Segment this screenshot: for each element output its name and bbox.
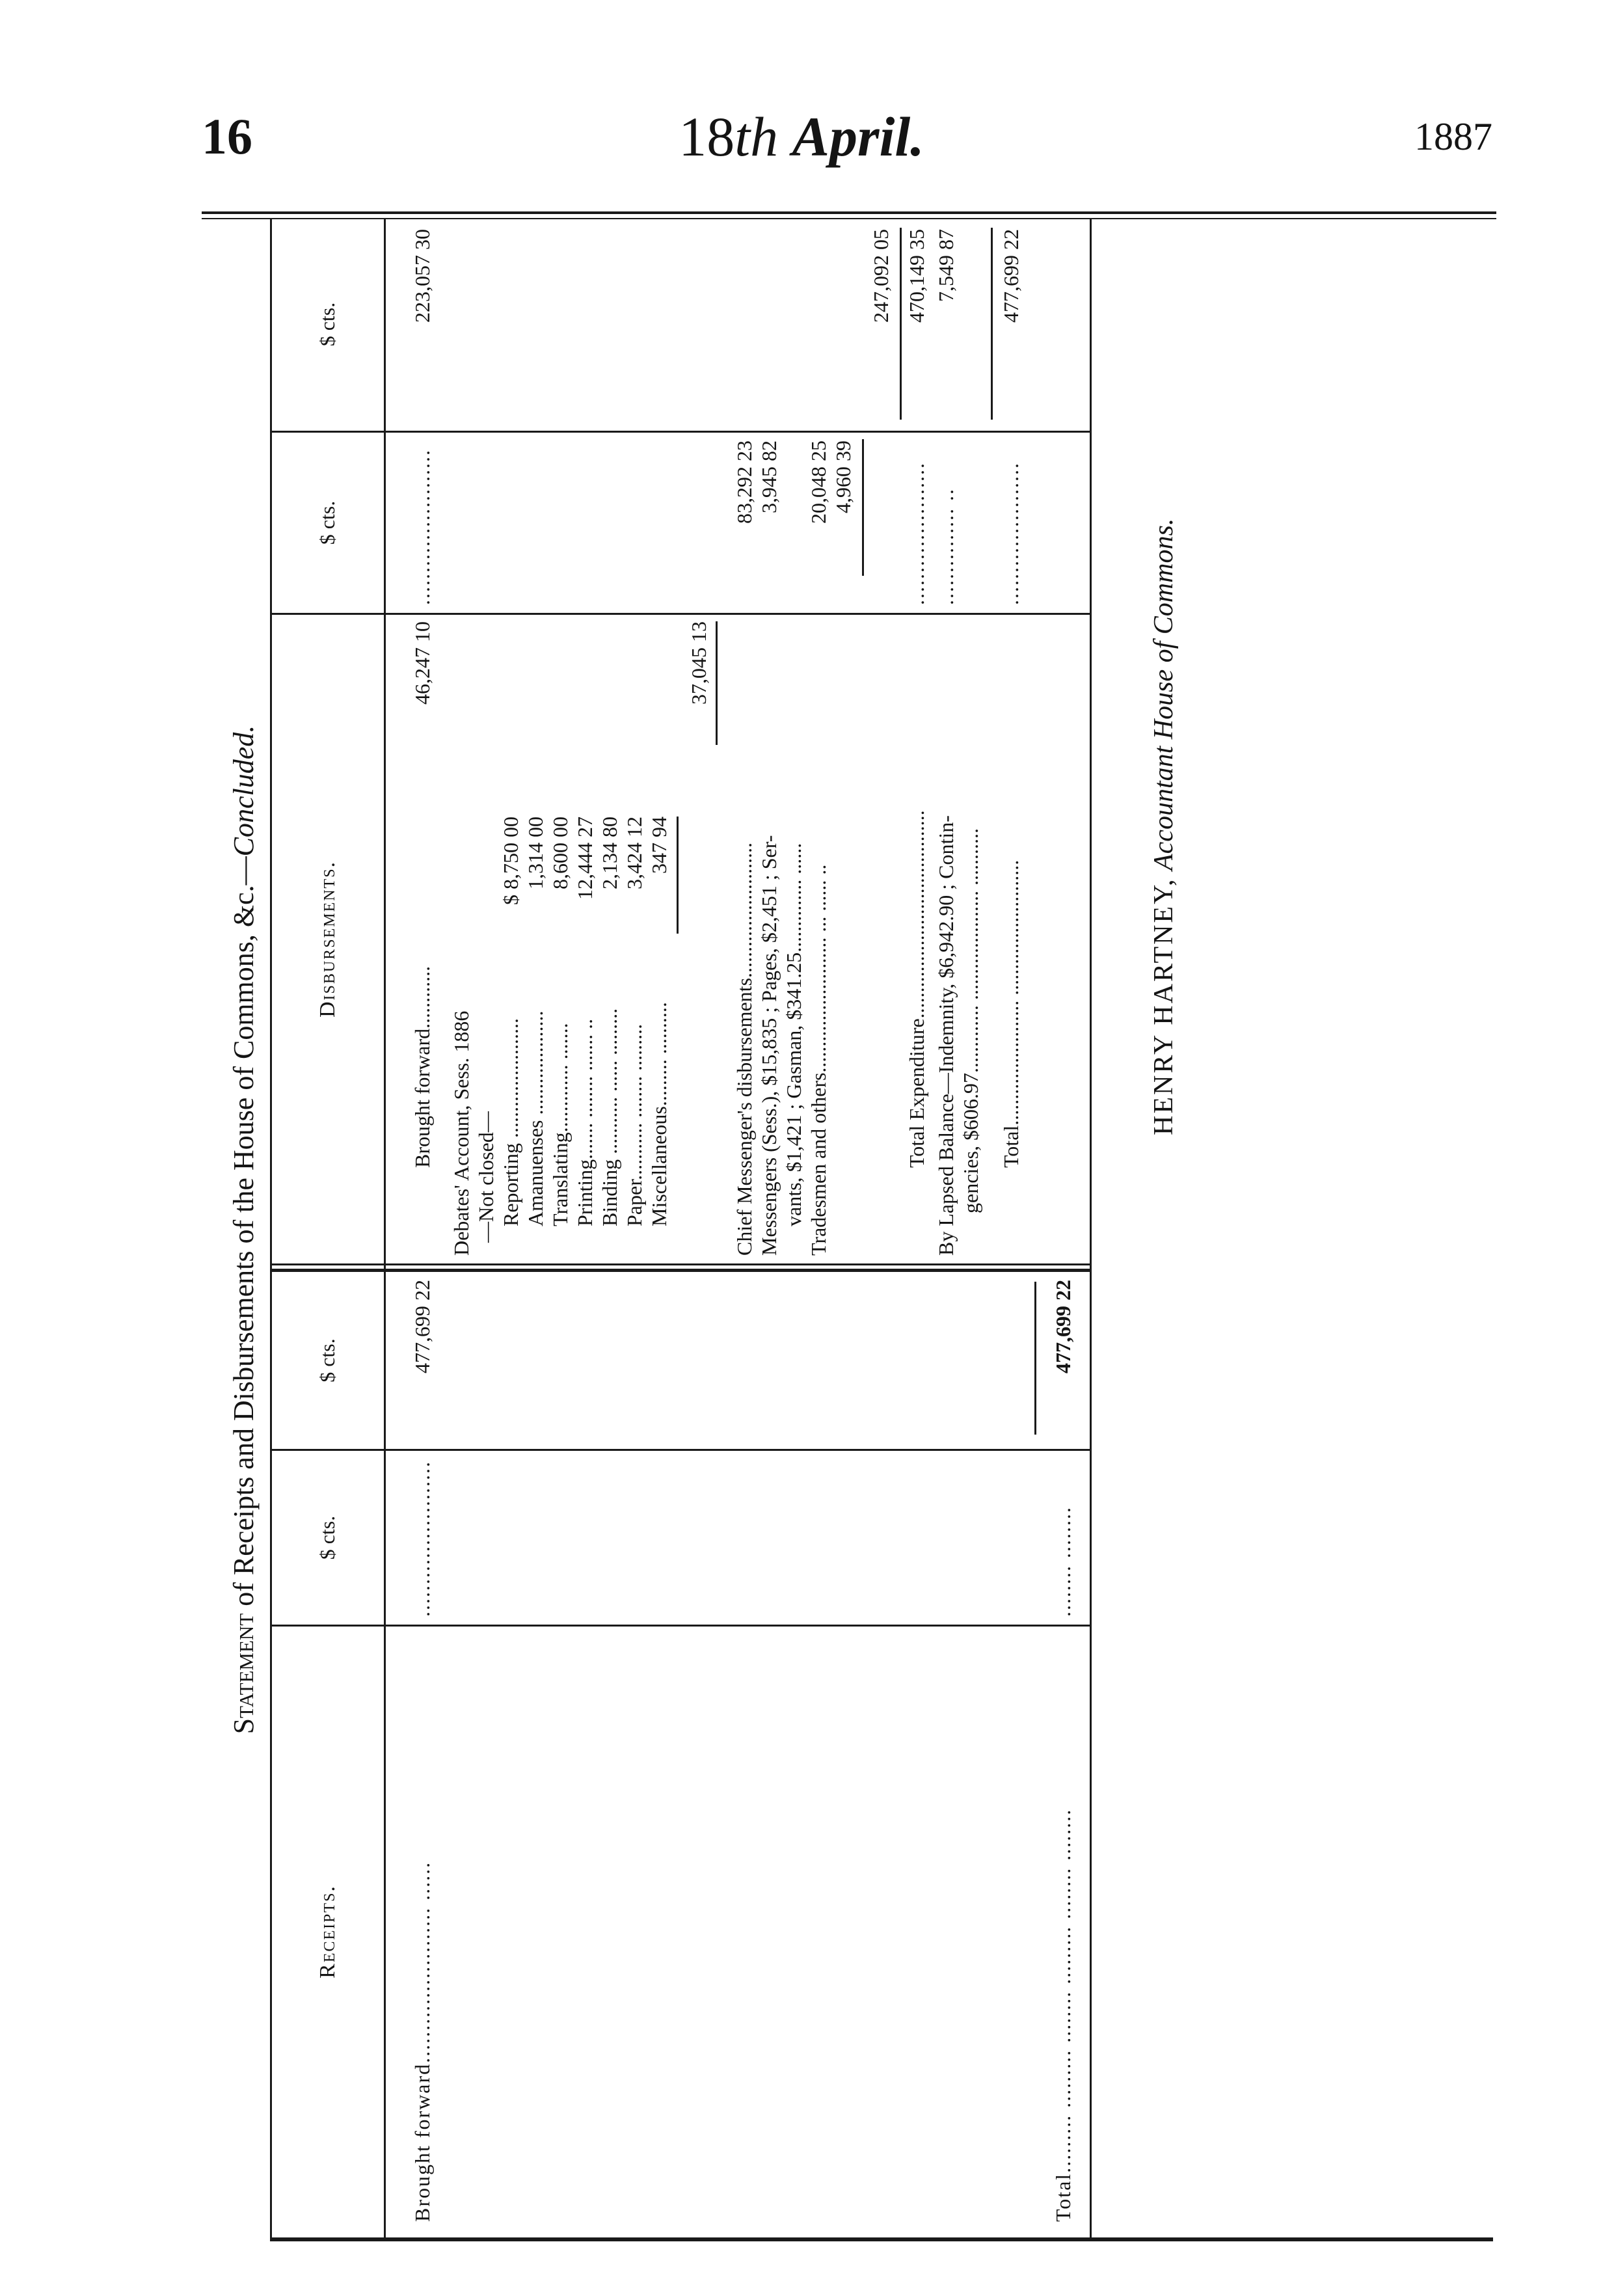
receipts-col1-heading: $ cts.	[316, 1515, 339, 1560]
messengers-label-line2: vants, $1,421 ; Gasman, $341.25.............. ......	[782, 843, 805, 1226]
debates-subtitle: —Not closed—	[474, 1111, 498, 1243]
disb-col1-rule	[270, 613, 1091, 615]
disb-brought-forward-label: Brought forward............	[411, 966, 434, 1168]
debates-item-value: 347 94	[647, 817, 671, 874]
receipts-row-col1: ........................	[411, 1461, 434, 1617]
frame-top-rule	[270, 218, 272, 2241]
debates-subtotal-rule	[677, 817, 679, 934]
date-day: 18	[679, 105, 735, 168]
page-date	[0, 98, 1603, 176]
header-rule-top	[202, 211, 1496, 214]
other-col1: 4,960 39	[831, 440, 855, 513]
disb-total-col2: 477,699 22	[999, 229, 1023, 323]
debates-item-label: Paper........... ........ .........	[623, 1023, 646, 1226]
debates-item-value: 2,134 80	[598, 817, 621, 889]
receipts-col2-heading: $ cts.	[316, 1338, 339, 1383]
receipts-heading: Receipts.	[316, 1885, 340, 1979]
receipts-total-label: Total......... ......... ........ ......... ........ ........	[1051, 1808, 1075, 2222]
debates-item-label: Printing....... ........ ....... ..	[573, 1018, 597, 1226]
receipts-col1-rule	[270, 1625, 1091, 1627]
disb-subtotal-col2: 247,092 05	[869, 229, 893, 323]
disb-total-rule	[991, 228, 993, 420]
signature-name: HENRY HARTNEY,	[1149, 877, 1179, 1135]
statement-title: Statement of Receipts and Disbursements of the House of Commons, &c.—Concluded.	[228, 725, 260, 1735]
debates-item-label: Amanuenses ....................	[524, 1010, 547, 1226]
lapsed-balance-line2: gencies, $606.97............. ..................... ...........	[959, 828, 982, 1213]
debates-item-label: Miscellaneous......... ..........	[647, 1002, 671, 1226]
signature-role: Accountant House of Commons.	[1149, 518, 1179, 871]
disb-brought-forward-col2: 223,057 30	[411, 229, 434, 323]
tradesmen-label: Tradesmen and others.......................... ... ...... ..	[807, 864, 830, 1256]
debates-item-value: $ 8,750 00	[499, 817, 522, 905]
disb-col2-rule	[270, 431, 1091, 433]
lapsed-balance-line1: By Lapsed Balance—Indemnity, $6,942.90 ; Contin-	[934, 815, 958, 1256]
receipts-col2-rule	[270, 1449, 1091, 1451]
debates-item-label: Binding ........... ...... .........	[598, 1008, 621, 1226]
section-divider-rule	[270, 1269, 1091, 1272]
debates-item-label: Translating............. .......	[548, 1023, 572, 1226]
disb-col2-heading: $ cts.	[316, 302, 339, 347]
chief-messenger-label: Chief Messenger's disbursements..........................	[733, 842, 756, 1256]
debates-title: Debates' Account, Sess. 1886	[450, 1010, 473, 1256]
disb-subtotal-rule	[862, 439, 864, 576]
debates-total-rule	[716, 621, 718, 745]
debates-item-value: 12,444 27	[573, 817, 597, 900]
header-bottom-rule	[384, 218, 386, 2241]
receipts-total-col1: ........ ........	[1051, 1506, 1075, 1617]
section-divider-rule-2	[270, 1263, 1091, 1265]
disb-col1-heading: $ cts.	[316, 500, 339, 545]
lapsed-balance-col2: 7,549 87	[934, 229, 958, 302]
messengers-label-line1: Messengers (Sess.), $15,835 ; Pages, $2,451 ; Ser-	[757, 835, 781, 1256]
debates-item-value: 1,314 00	[524, 817, 547, 889]
date-suffix: th	[734, 105, 779, 168]
statement-table	[224, 218, 1493, 2241]
disbursements-heading: Disbursements.	[316, 860, 340, 1018]
signature	[1148, 519, 1179, 1135]
chief-messenger-col1: 83,292 23	[733, 440, 756, 524]
lapsed-balance-col1: ............... ..	[934, 488, 958, 605]
date-month: April.	[792, 105, 924, 168]
debates-item-value: 3,424 12	[623, 817, 646, 889]
disb-expenditure-rule	[900, 228, 902, 420]
total-expenditure-col1: ......................	[905, 462, 928, 605]
debates-total: 37,045 13	[687, 621, 710, 705]
frame-left-rule	[270, 2237, 1493, 2241]
receipts-row-label: Brought forward........................ ......	[411, 1861, 434, 2222]
disb-total-col1: ......................	[999, 462, 1023, 605]
page-number: 16	[202, 108, 252, 165]
receipts-row-col2: 477,699 22	[411, 1280, 434, 1373]
debates-item-value: 8,600 00	[548, 817, 572, 889]
tradesmen-col1: 20,048 25	[807, 440, 830, 524]
receipts-total-col2: 477,699 22	[1051, 1280, 1075, 1373]
total-expenditure-col2: 470,149 35	[905, 229, 928, 323]
disb-brought-forward-inner: 46,247 10	[411, 621, 434, 705]
total-expenditure-label: Total Expenditure........................................	[905, 810, 928, 1168]
page-year: 1887	[1414, 115, 1492, 158]
messengers-col1: 3,945 82	[757, 440, 781, 513]
receipts-total-rule	[1034, 1282, 1036, 1435]
debates-item-label: Reporting .......................	[499, 1018, 522, 1226]
disb-brought-forward-col1: ........................	[411, 449, 434, 605]
disb-total-label: Total........................ ..........................	[999, 859, 1023, 1168]
frame-bottom-rule	[1090, 218, 1092, 2241]
